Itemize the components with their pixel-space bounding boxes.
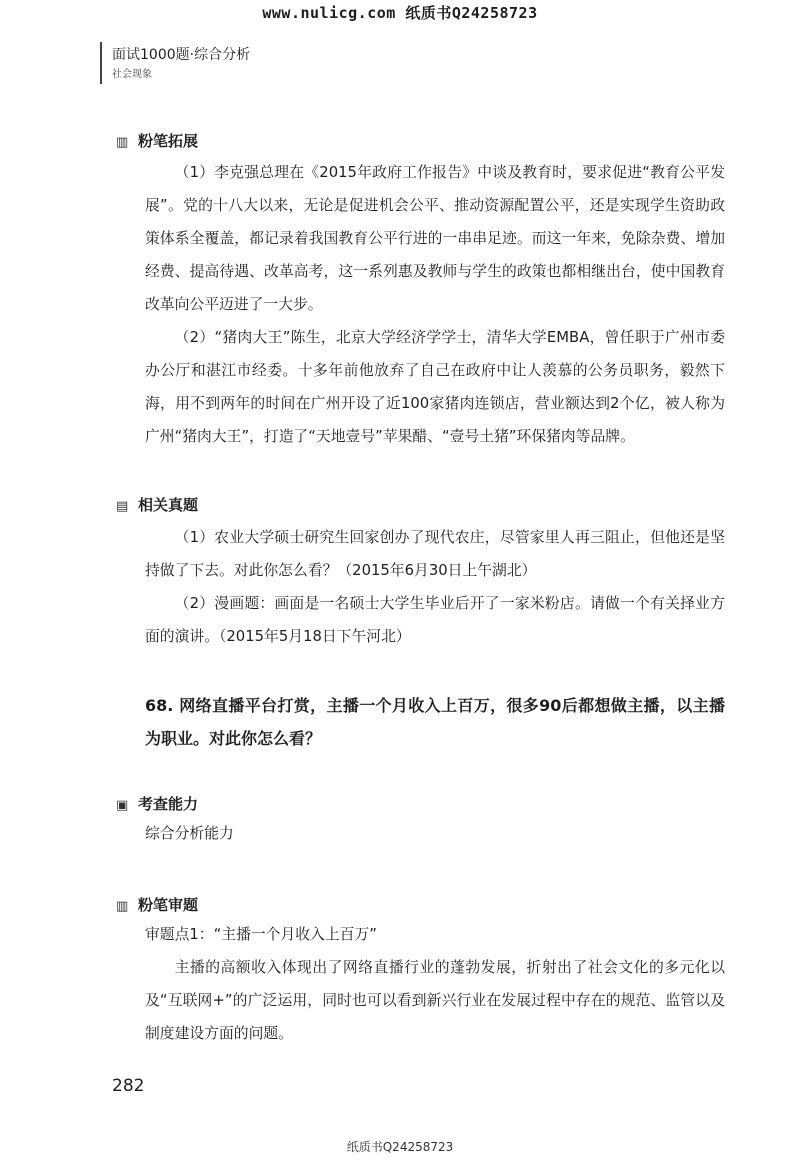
section-heading-ability: ▣ 考查能力 xyxy=(116,795,199,813)
bottom-watermark: 纸质书Q24258723 xyxy=(346,1140,454,1154)
review-paragraph-1: 主播的高额收入体现出了网络直播行业的蓬勃发展，折射出了社会文化的多元化以及“互联网+”的广泛运用，同时也可以看到新兴行业在发展过程中存在的规范、监管以及制度建设方面的问题。 xyxy=(145,959,725,1042)
related-paragraph-1: （1）农业大学硕士研究生回家创办了现代农庄，尽管家里人再三阻止，但他还是坚持做了下去。对此你怎么看？（2015年6月30日上午湖北） xyxy=(145,529,725,579)
expand-paragraph-2: （2）“猪肉大王”陈生，北京大学经济学学士，清华大学EMBA，曾任职于广州市委办公厅和湛江市经委。十多年前他放弃了自己在政府中让人羡慕的公务员职务，毅然下海，用不到两年的时间在广州开设了近100家猪肉连锁店，营业额达到2个亿，被人称为广州“猪肉大王”，打造了“天地壹号”苹果醋、“壹号土猪”环保猪肉等品牌。 xyxy=(145,329,725,445)
book-icon: ▥ xyxy=(116,135,129,150)
ability-text: 综合分析能力 xyxy=(145,825,234,842)
expand-paragraph-1: （1）李克强总理在《2015年政府工作报告》中谈及教育时，要求促进“教育公平发展”。党的十八大以来，无论是促进机会公平、推动资源配置公平，还是实现学生资助政策体系全覆盖，都记录着我国教育公平行进的一串串足迹。而这一年来，免除杂费、增加经费、提高待遇、改革高考，这一系列惠及教师与学生的政策也都相继出台，使中国教育改革向公平迈进了一大步。 xyxy=(145,164,725,313)
running-header-subtitle: 社会现象 xyxy=(112,69,152,80)
book-icon: ▥ xyxy=(116,899,129,914)
book-icon: ▤ xyxy=(116,499,129,514)
section-heading-review: ▥ 粉笔审题 xyxy=(116,896,199,914)
section-heading-related: ▤ 相关真题 xyxy=(116,496,199,514)
header-divider xyxy=(100,42,102,84)
top-watermark: www.nulicg.com 纸质书Q24258723 xyxy=(262,4,538,22)
related-paragraph-2: （2）漫画题：画面是一名硕士大学生毕业后开了一家米粉店。请做一个有关择业方面的演讲。（2015年5月18日下午河北） xyxy=(145,595,725,645)
page-number: 282 xyxy=(112,1076,145,1096)
section-heading-fenbi-expand: ▥ 粉笔拓展 xyxy=(116,132,199,150)
question-68: 68. 网络直播平台打赏，主播一个月收入上百万，很多90后都想做主播，以主播为职业。对此你怎么看？ xyxy=(145,696,725,748)
review-point-label: 审题点1：“主播一个月收入上百万” xyxy=(145,926,377,943)
running-header-title: 面试1000题·综合分析 xyxy=(112,47,251,63)
square-icon: ▣ xyxy=(116,798,129,813)
